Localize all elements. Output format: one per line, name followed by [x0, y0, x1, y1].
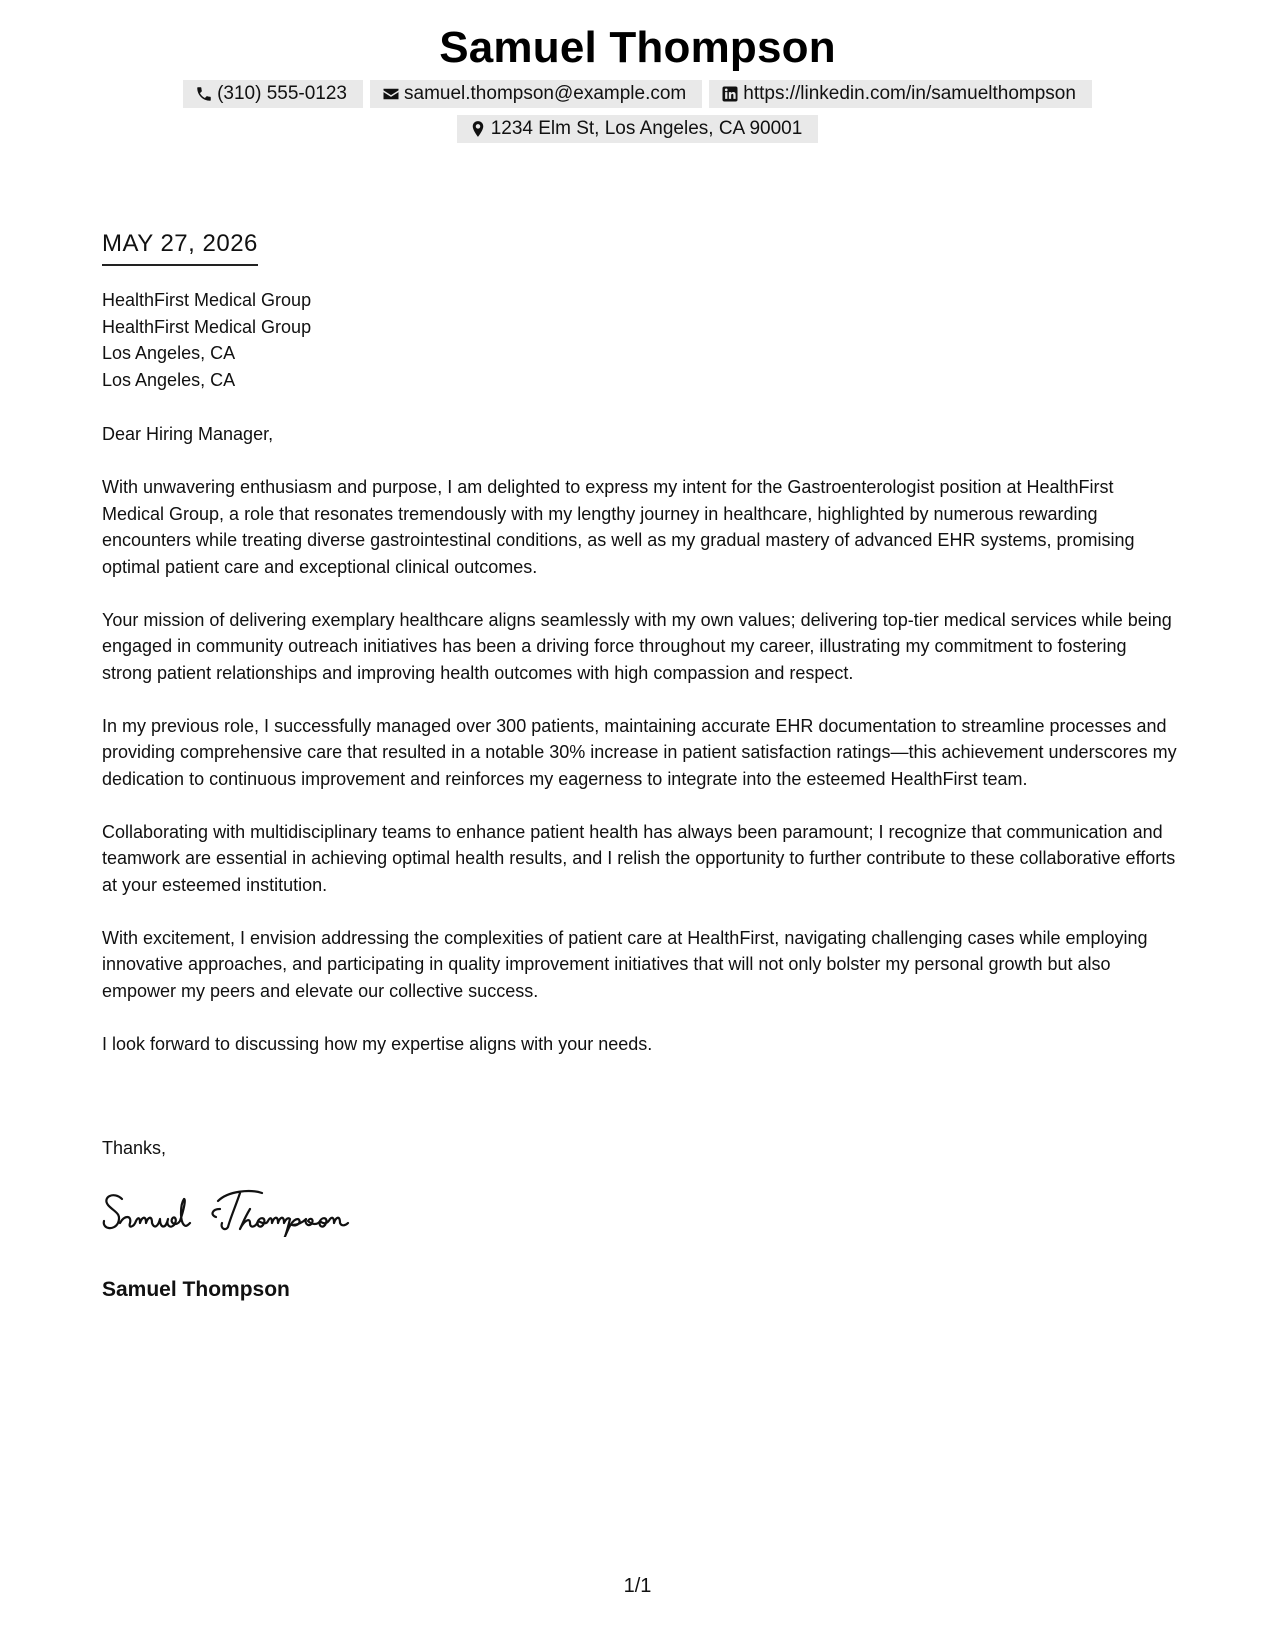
recipient-line: Los Angeles, CA: [102, 343, 236, 363]
body-paragraph: With unwavering enthusiasm and purpose, I am delighted to express my intent for the Gastroenterologist position at HealthFirst Medical Group, a role that resonates tremendously with my lengthy journey in healthcare, highlighted by numerous rewarding encounters while treating diverse gastrointestinal conditions, as well as my gradual mastery of advanced EHR systems, promising optimal patient care and exceptional clinical outcomes.: [102, 477, 1135, 577]
letter-body: [102, 474, 1177, 1084]
applicant-name: Samuel Thompson: [439, 23, 836, 72]
contact-row: [0, 80, 1275, 108]
letter-date: MAY 27, 2026: [102, 228, 258, 266]
recipient-line: HealthFirst Medical Group: [102, 290, 312, 310]
linkedin-icon: [721, 85, 739, 103]
recipient-line: Los Angeles, CA: [102, 369, 236, 390]
body-paragraph: In my previous role, I successfully managed over 300 patients, maintaining accurate EHR documentation to streamline processes and providing comprehensive care that resulted in a notable 30% increase in patient satisfaction ratings—this achievement underscores my dedication to continuous improvement and reinforces my eagerness to integrate into the esteemed HealthFirst team.: [102, 715, 1177, 789]
page-number: 1/1: [623, 1575, 652, 1597]
phone-icon: [195, 85, 213, 103]
body-paragraph: With excitement, I envision addressing the complexities of patient care at HealthFirst, navigating challenging cases while employing innovative approaches, and participating in quality improvement initiatives that will not only bolster my personal growth but also empower my peers and elevate our collective success.: [102, 927, 1148, 1001]
contact-row-address: [0, 115, 1275, 143]
closing: Thanks,: [102, 1138, 167, 1158]
recipient-line: HealthFirst Medical Group: [102, 316, 312, 337]
address-chip[interactable]: [457, 115, 819, 143]
phone-text: (310) 555-0123: [217, 83, 347, 104]
email-text: samuel.thompson@example.com: [404, 83, 687, 104]
map-pin-icon: [469, 120, 487, 138]
body-paragraph: Your mission of delivering exemplary healthcare aligns seamlessly with my own values; delivering top-tier medical services while being engaged in community outreach initiatives has been a driving force throughout my career, illustrating my commitment to fostering strong patient relationships and improving health outcomes with high compassion and respect.: [102, 609, 1172, 683]
body-paragraph: Collaborating with multidisciplinary teams to enhance patient health has always been paramount; I recognize that communication and teamwork are essential in achieving optimal health results, and I relish the opportunity to further contribute to these collaborative efforts at your esteemed institution.: [102, 821, 1176, 895]
recipient-block: [102, 287, 311, 393]
handwritten-signature: [100, 1185, 370, 1237]
signed-name: Samuel Thompson: [102, 1278, 290, 1301]
linkedin-chip[interactable]: [709, 80, 1092, 108]
envelope-icon: [382, 85, 400, 103]
address-text: 1234 Elm St, Los Angeles, CA 90001: [490, 118, 803, 139]
email-chip[interactable]: [370, 80, 702, 108]
body-paragraph: I look forward to discussing how my expertise aligns with your needs.: [102, 1033, 653, 1054]
phone-chip[interactable]: [183, 80, 363, 108]
salutation: Dear Hiring Manager,: [102, 424, 274, 444]
linkedin-text: https://linkedin.com/in/samuelthompson: [743, 83, 1076, 104]
